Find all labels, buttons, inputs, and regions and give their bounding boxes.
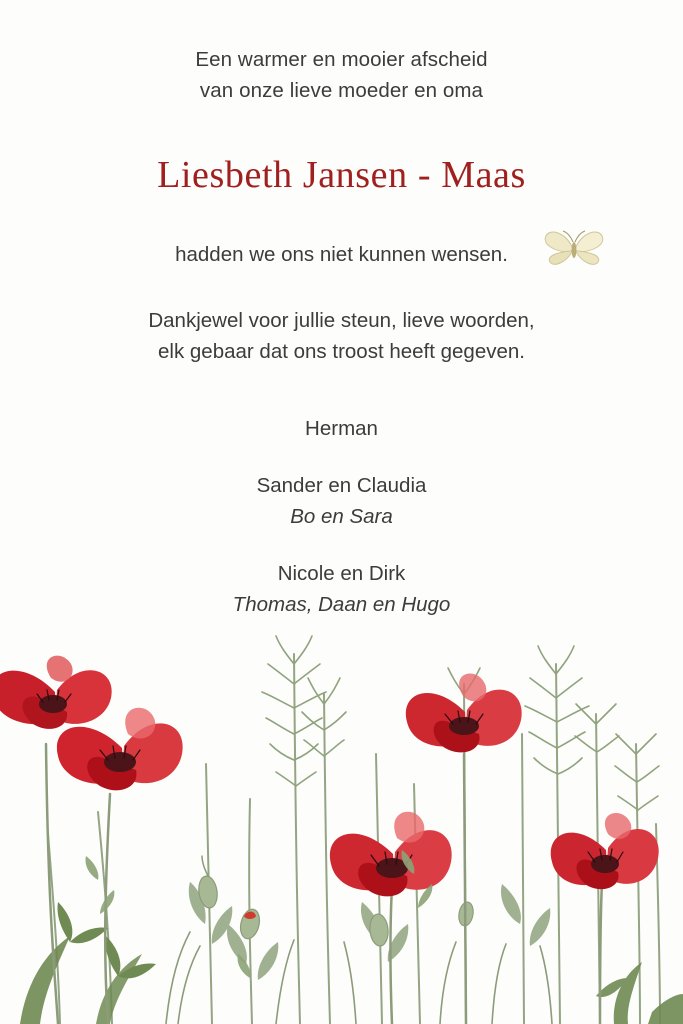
floral-border-illustration	[0, 624, 683, 1024]
signature-group	[0, 470, 683, 532]
signature-name: Nicole en Dirk	[277, 562, 406, 585]
signature-children: Thomas, Daan en Hugo	[232, 593, 451, 616]
intro-line-2: van onze lieve moeder en oma	[199, 79, 484, 102]
thanks-line-1: Dankjewel voor jullie steun, lieve woorden,	[148, 309, 535, 332]
intro-text	[0, 44, 683, 106]
intro-line-1: Een warmer en mooier afscheid	[195, 48, 488, 71]
signatures-block	[0, 413, 683, 620]
signature-children: Bo en Sara	[290, 505, 393, 528]
signature-name: Sander en Claudia	[256, 474, 427, 497]
thanks-line-2: elk gebaar dat ons troost heeft gegeven.	[158, 340, 525, 363]
butterfly-icon	[540, 222, 610, 274]
signature-group	[0, 558, 683, 620]
deceased-name: Liesbeth Jansen - Maas	[157, 154, 526, 196]
closing-line: hadden we ons niet kunnen wensen.	[175, 243, 508, 266]
thanks-text	[0, 305, 683, 367]
signature-name: Herman	[305, 417, 378, 440]
signature-group	[0, 413, 683, 444]
